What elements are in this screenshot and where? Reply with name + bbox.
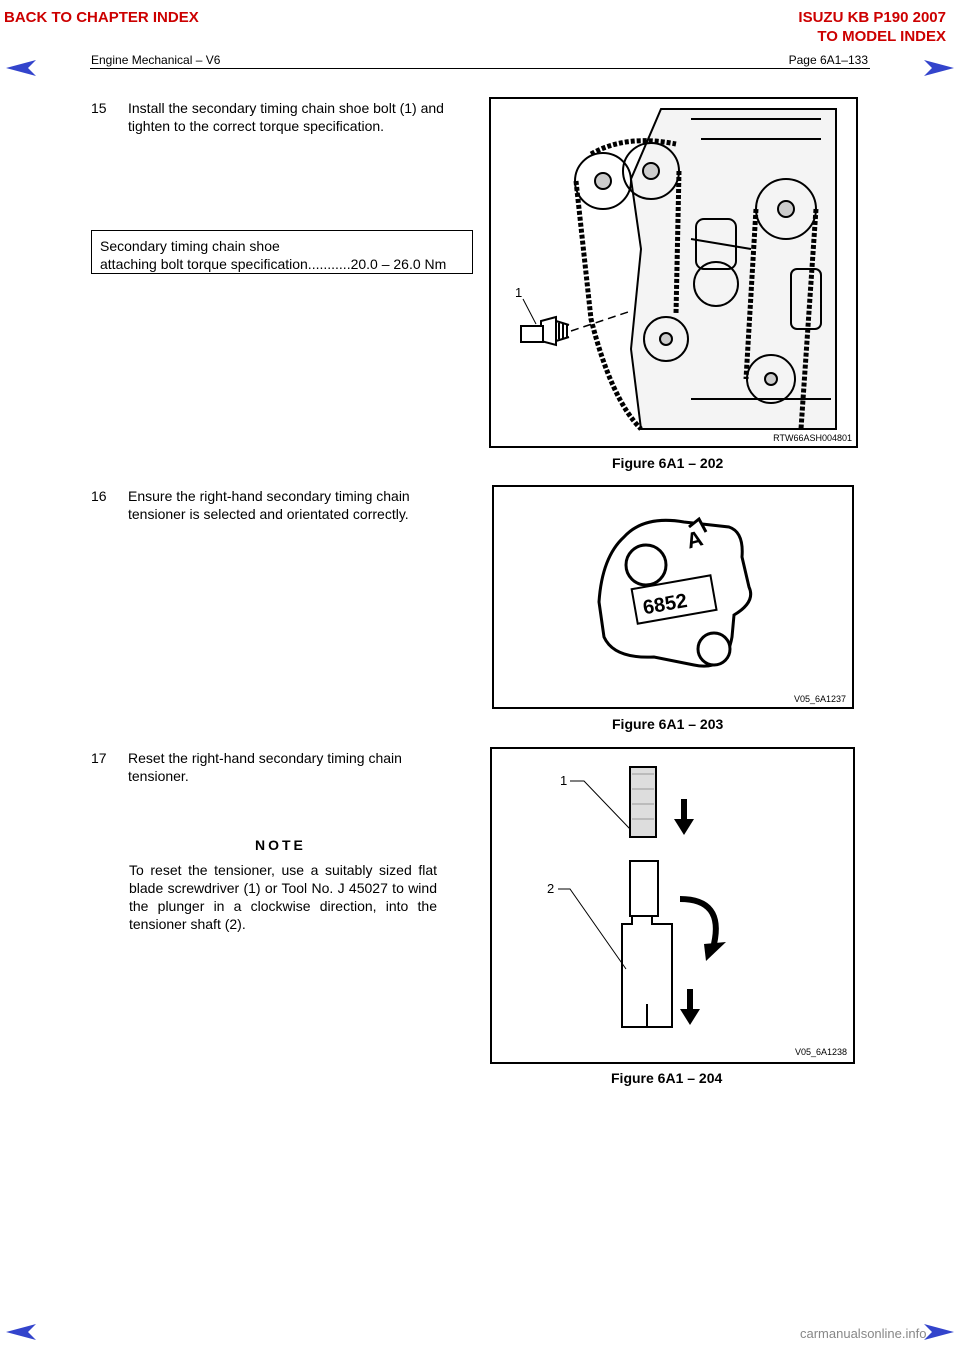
figure-code: RTW66ASH004801 — [773, 433, 852, 443]
prev-page-arrow-icon[interactable] — [4, 58, 38, 78]
figure-203-image — [492, 485, 854, 709]
figure-caption: Figure 6A1 – 202 — [612, 455, 724, 471]
part-mark-top: A — [683, 525, 706, 554]
section-title: Engine Mechanical – V6 — [91, 53, 221, 67]
figure-caption: Figure 6A1 – 204 — [611, 1070, 723, 1086]
spec-line: attaching bolt torque specification...........20.0 – 26.0 Nm — [100, 256, 447, 272]
step-number: 16 — [91, 488, 107, 504]
figure-callout: 1 — [515, 285, 523, 300]
page-number: Page 6A1–133 — [788, 53, 868, 67]
back-to-model-index-link[interactable]: TO MODEL INDEX — [817, 28, 946, 45]
next-page-arrow-icon[interactable] — [922, 58, 956, 78]
figure-code: V05_6A1237 — [793, 694, 846, 704]
prev-page-arrow-icon[interactable] — [4, 1322, 38, 1342]
figure-callout: 1 — [560, 773, 568, 788]
step-16 — [91, 487, 471, 527]
tensioner-reset-illustration — [492, 749, 853, 1062]
figure-caption: Figure 6A1 – 203 — [612, 716, 724, 732]
step-17 — [91, 749, 471, 789]
tensioner-illustration — [494, 487, 852, 707]
next-page-arrow-icon[interactable] — [922, 1322, 956, 1342]
step-number: 15 — [91, 100, 107, 116]
step-text: tensioner is selected and orientated correctly. — [128, 506, 409, 522]
note-heading: NOTE — [255, 837, 306, 853]
header-rule — [90, 68, 870, 69]
figure-202-image — [489, 97, 858, 448]
back-to-chapter-index-link[interactable]: BACK TO CHAPTER INDEX — [4, 9, 199, 26]
step-text: tighten to the correct torque specification. — [128, 118, 385, 134]
note-text: To reset the tensioner, use a suitably sized flat blade screwdriver (1) or Tool No. J 45027 to wind the plunger in a clockwise direction, into the tensioner shaft (2). — [129, 862, 437, 932]
figure-204-image — [490, 747, 855, 1064]
figure-code: V05_6A1238 — [794, 1047, 847, 1057]
step-text: tensioner. — [128, 768, 189, 784]
footer-watermark: carmanualsonline.info — [800, 1326, 927, 1341]
torque-spec-box — [91, 230, 473, 274]
step-text: Ensure the right-hand secondary timing chain — [128, 488, 410, 504]
figure-callout: 2 — [547, 881, 555, 896]
step-number: 17 — [91, 750, 107, 766]
spec-line: Secondary timing chain shoe — [100, 238, 280, 254]
step-text: Reset the right-hand secondary timing chain — [128, 750, 402, 766]
step-15 — [91, 99, 471, 139]
model-title-link[interactable]: ISUZU KB P190 2007 — [798, 9, 946, 26]
step-text: Install the secondary timing chain shoe bolt (1) and — [128, 100, 444, 116]
part-mark: 6852 — [641, 589, 689, 620]
engine-timing-chain-illustration — [491, 99, 856, 446]
